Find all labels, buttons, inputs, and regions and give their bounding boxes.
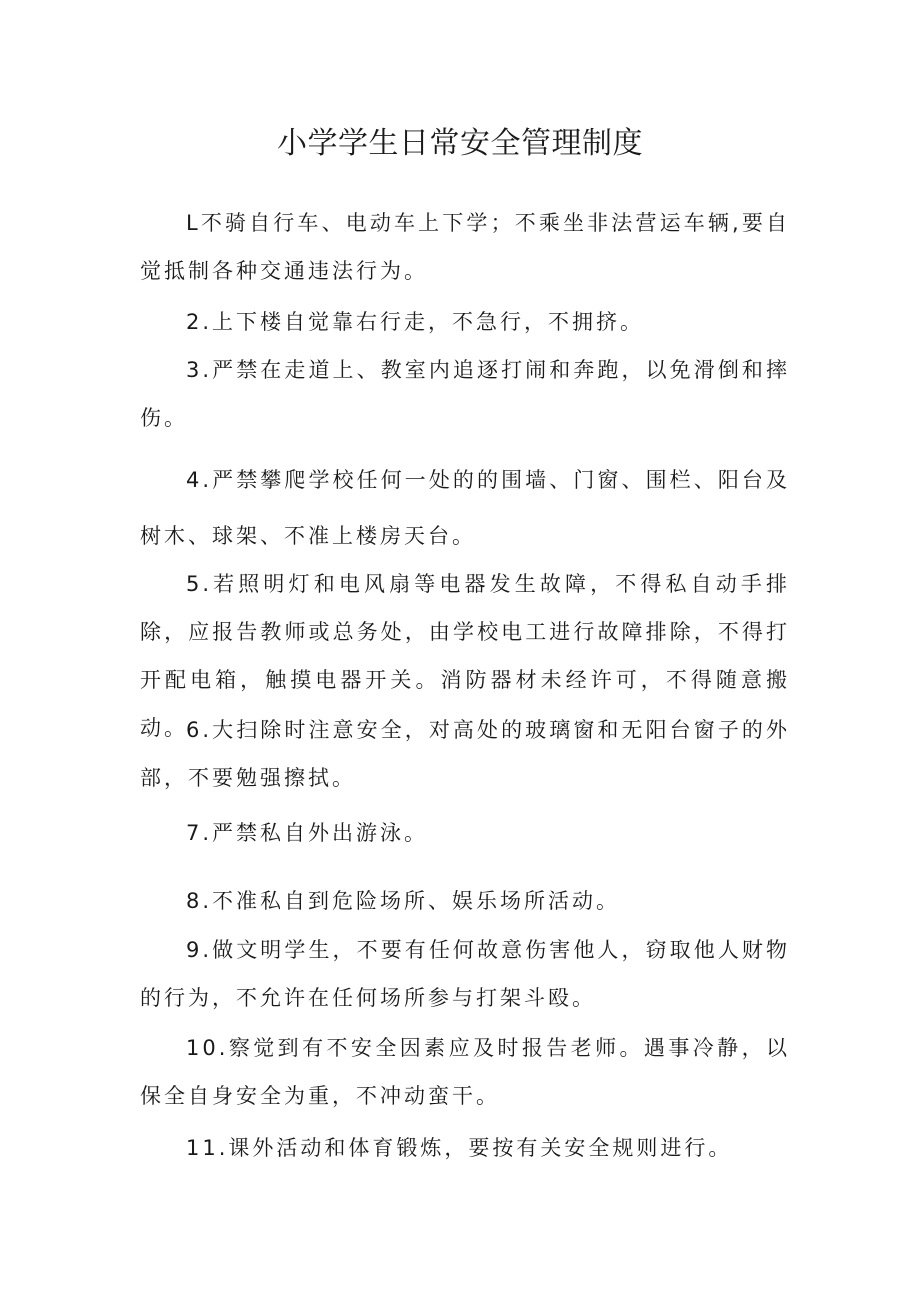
rule-item-1 <box>140 199 790 295</box>
rule-item-3 <box>140 346 790 442</box>
rule-item-6 <box>140 706 790 802</box>
rule-number: L <box>186 211 201 235</box>
rule-number: 8 <box>186 889 203 913</box>
rule-text: .做文明学生，不要有任何故意伤害他人，窃取他人财物的行为，不允许在任何场所参与打架斗殴。 <box>140 938 790 1010</box>
rule-item-7 <box>140 809 790 857</box>
rule-text: .严禁攀爬学校任何一处的的围墙、门窗、围栏、阳台及树木、球架、不准上楼房天台。 <box>140 468 790 548</box>
rule-number: 7 <box>186 821 203 845</box>
rule-item-8 <box>140 877 790 925</box>
rule-item-11 <box>140 1124 790 1172</box>
rule-number: 3 <box>186 358 203 382</box>
rule-number: 10 <box>186 1036 219 1060</box>
rule-number: 6 <box>186 718 203 742</box>
rule-text: .上下楼自觉靠右行走，不急行，不拥挤。 <box>202 310 645 334</box>
rule-text: .课外活动和体育锻炼，要按有关安全规则进行。 <box>218 1136 733 1160</box>
rule-text: 不骑自行车、电动车上下学；不乘坐非法营运车辆,要自觉抵制各种交通违法行为。 <box>140 211 790 283</box>
rule-text: .不准私自到危险场所、娱乐场所活动。 <box>202 889 621 913</box>
rule-text: .严禁私自外出游泳。 <box>202 821 429 845</box>
rule-text: .严禁在走道上、教室内追逐打闹和奔跑，以免滑倒和摔伤。 <box>140 358 790 430</box>
document-title: 小学学生日常安全管理制度 <box>277 126 643 161</box>
rule-text: .若照明灯和电风扇等电器发生故障，不得私自动手排除，应报告教师或总务处，由学校电工进行故障排除，不得打开配电箱，触摸电器开关。消防器材未经许可，不得随意搬动。 <box>140 572 790 740</box>
rule-item-10 <box>140 1024 790 1120</box>
rule-item-4 <box>140 452 790 564</box>
rule-number: 4 <box>186 468 203 492</box>
rule-number: 11 <box>186 1136 219 1160</box>
rule-text: .大扫除时注意安全，对高处的玻璃窗和无阳台窗子的外部，不要勉强擦拭。 <box>140 718 790 790</box>
rule-item-9 <box>140 926 790 1022</box>
rule-item-2 <box>140 298 790 346</box>
rule-number: 5 <box>186 572 203 596</box>
rule-number: 9 <box>186 938 203 962</box>
rule-text: .察觉到有不安全因素应及时报告老师。遇事冷静，以保全自身安全为重，不冲动蛮干。 <box>140 1036 790 1108</box>
rule-number: 2 <box>186 310 203 334</box>
